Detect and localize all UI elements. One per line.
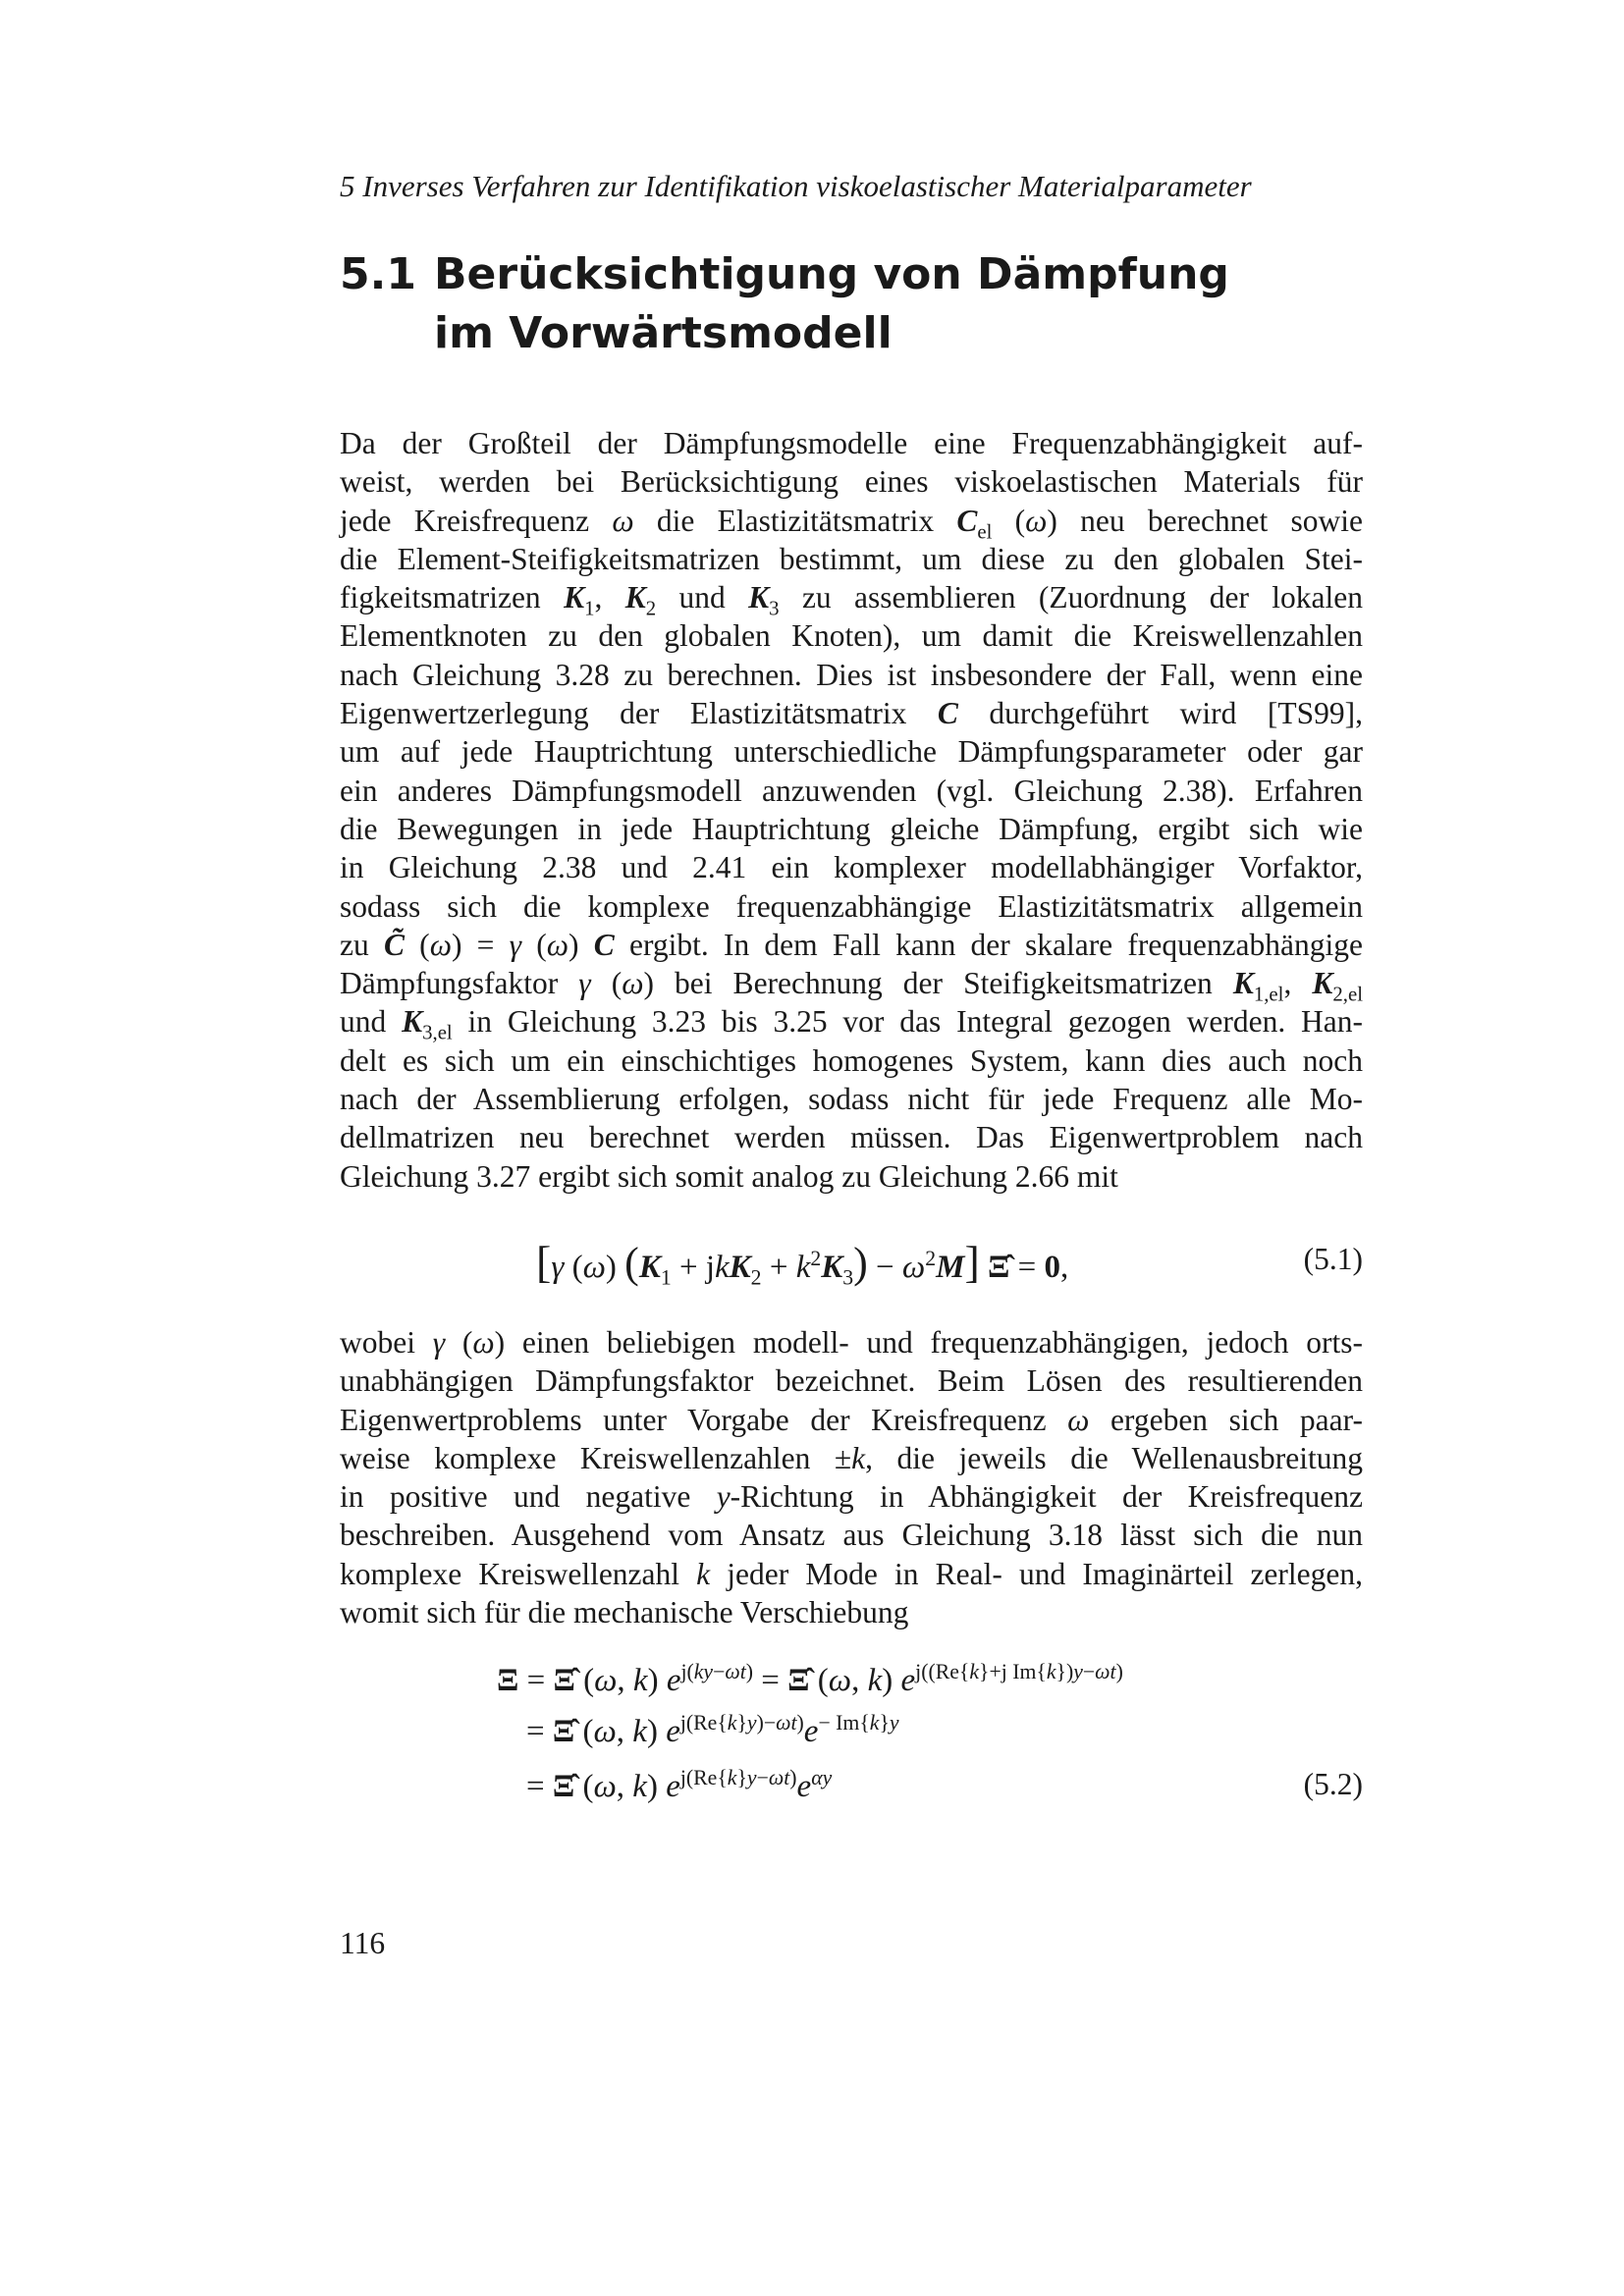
equation-number: (5.2): [1303, 1767, 1363, 1801]
text-line: um auf jede Hauptrichtung unterschiedliche Dämpfungsparameter oder gar: [340, 734, 1363, 770]
paragraph-2: [340, 1323, 1363, 1631]
text-line: Eigenwertzerlegung der Elastizitätsmatrix C durchgeführt wird [TS99],: [340, 696, 1363, 731]
text-line: komplexe Kreiswellenzahl k jeder Mode in Real- und Imaginärteil zerlegen,: [340, 1556, 1363, 1591]
text-line: delt es sich um ein einschichtiges homogenes System, kann dies auch noch: [340, 1042, 1363, 1078]
text-line: Gleichung 3.27 ergibt sich somit analog zu Gleichung 2.66 mit: [340, 1158, 1118, 1194]
equation-row: Ξ = Ξ̂ (ω, k) $e^{j(ky-\omega t)}$ = Ξ̂ (ω, k) $e^{j((Re\{k\}+j Im\{k\})y-\omega t)}$: [497, 1660, 1123, 1698]
text-line: Dämpfungsfaktor γ (ω) bei Berechnung der Steifigkeitsmatrizen $K_{1,el}$, $K_{2,el}$: [340, 966, 1363, 1006]
text-line: sodass sich die komplexe frequenzabhängige Elastizitätsmatrix allgemein: [340, 888, 1363, 924]
text-line: figkeitsmatrizen $K_1$, $K_2$ und $K_3$ zu assemblieren (Zuordnung der lokalen: [340, 580, 1364, 620]
text-line: die Element-Steifigkeitsmatrizen bestimmt, um diese zu den globalen Stei-: [340, 541, 1363, 576]
text-line: Da der Großteil der Dämpfungsmodelle eine Frequenzabhängigkeit auf-: [340, 426, 1363, 460]
text-line: weist, werden bei Berücksichtigung eines viskoelastischen Materials für: [340, 464, 1363, 500]
paragraph-1: [340, 424, 1363, 1196]
text-line: ein anderes Dämpfungsmodell anzuwenden (vgl. Gleichung 2.38). Erfahren: [340, 773, 1363, 808]
text-line: Elementknoten zu den globalen Knoten), um damit die Kreiswellenzahlen: [340, 618, 1363, 654]
text-line: in positive und negative y-Richtung in Abhängigkeit der Kreisfrequenz: [340, 1479, 1363, 1515]
text-line: unabhängigen Dämpfungsfaktor bezeichnet. Beim Lösen des resultierenden: [340, 1363, 1363, 1399]
equation-5-1: [340, 1232, 1363, 1291]
equation-row: = Ξ̂ (ω, k) $e^{j(Re\{k\}y-\omega t)}e^{\alpha y}$: [526, 1766, 833, 1804]
running-head: 5 Inverses Verfahren zur Identifikation viskoelastischer Materialparameter: [340, 169, 1252, 203]
section-number: 5.1: [340, 249, 416, 299]
text-line: weise komplexe Kreiswellenzahlen ±k, die jeweils die Wellenausbreitung: [340, 1440, 1363, 1475]
text-line: zu C̃ (ω) = γ (ω) C ergibt. In dem Fall kann der skalare frequenzabhängige: [340, 927, 1363, 962]
text-line: Eigenwertproblems unter Vorgabe der Kreisfrequenz ω ergeben sich paar-: [340, 1402, 1363, 1437]
equation-number: (5.1): [1303, 1242, 1363, 1276]
equation-row: = Ξ̂ (ω, k) $e^{j(Re\{k\}y)-\omega t)}e^{- Im\{k\}y}$: [526, 1711, 899, 1749]
text-line: dellmatrizen neu berechnet werden müssen. Das Eigenwertproblem nach: [340, 1120, 1363, 1155]
text-line: jede Kreisfrequenz ω die Elastizitätsmatrix $C_{el}$ (ω) neu berechnet sowie: [340, 503, 1363, 543]
text-line: und $K_{3,el}$ in Gleichung 3.23 bis 3.25 vor das Integral gezogen werden. Han-: [340, 1004, 1364, 1044]
section-title: Berücksichtigung von Dämpfung im Vorwärtsmodell: [434, 249, 1229, 358]
equation-5-2: [340, 1659, 1363, 1816]
text-line: die Bewegungen in jede Hauptrichtung gleiche Dämpfung, ergibt sich wie: [340, 811, 1363, 846]
equation-body: [γ (ω) $(K_1 + jkK_2 + k^2K_3) - \omega^2M$] Ξ̂ = 0,: [536, 1237, 1069, 1290]
page-number: 116: [340, 1926, 386, 1960]
text-line: nach Gleichung 3.28 zu berechnen. Dies ist insbesondere der Fall, wenn eine: [340, 657, 1363, 692]
text-line: wobei γ (ω) einen beliebigen modell- und frequenzabhängigen, jedoch orts-: [340, 1325, 1363, 1360]
text-line: beschreiben. Ausgehend vom Ansatz aus Gleichung 3.18 lässt sich die nun: [340, 1518, 1363, 1553]
text-line: in Gleichung 2.38 und 2.41 ein komplexer modellabhängiger Vorfaktor,: [340, 850, 1363, 885]
text-line: womit sich für die mechanische Verschiebung: [340, 1595, 909, 1630]
text-line: nach der Assemblierung erfolgen, sodass nicht für jede Frequenz alle Mo-: [340, 1082, 1363, 1117]
